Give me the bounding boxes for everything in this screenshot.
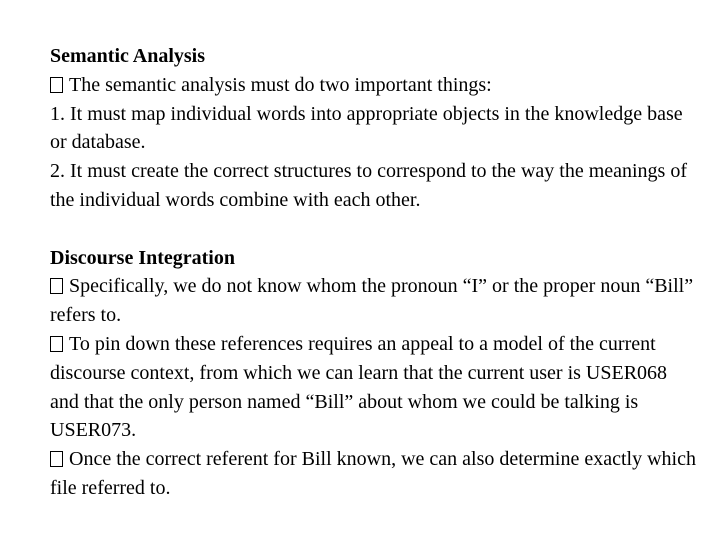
discourse-bullet-2-text: To pin down these references requires an appeal to a model of the current discourse context, from which we can learn that the current user is USER068 and that the only person named “Bill” about whom we could be talking is USER073. xyxy=(50,332,668,442)
semantic-analysis-intro-text: The semantic analysis must do two important things: xyxy=(69,73,492,96)
discourse-bullet-3-text: Once the correct referent for Bill known, we can also determine exactly which file referred to. xyxy=(50,448,696,499)
semantic-analysis-item-2: 2. It must create the correct structures to correspond to the way the meanings of the individual words combine with each other. xyxy=(50,160,688,211)
discourse-bullet-3 xyxy=(50,445,700,503)
missing-glyph-box-icon xyxy=(50,451,63,467)
missing-glyph-box-icon xyxy=(50,336,63,352)
semantic-analysis-intro xyxy=(50,71,700,100)
semantic-analysis-item-1: 1. It must map individual words into appropriate objects in the knowledge base or database. xyxy=(50,102,683,154)
section-heading-discourse-integration: Discourse Integration xyxy=(50,246,235,269)
discourse-bullet-1-text: Specifically, we do not know whom the pronoun “I” or the proper noun “Bill” refers to. xyxy=(50,275,694,327)
section-heading-semantic-analysis: Semantic Analysis xyxy=(50,45,206,67)
section-spacer xyxy=(50,215,700,244)
discourse-bullet-1 xyxy=(50,272,700,330)
missing-glyph-box-icon xyxy=(50,77,63,93)
slide-text-block xyxy=(50,42,700,503)
missing-glyph-box-icon xyxy=(50,278,63,294)
discourse-bullet-2 xyxy=(50,330,700,445)
